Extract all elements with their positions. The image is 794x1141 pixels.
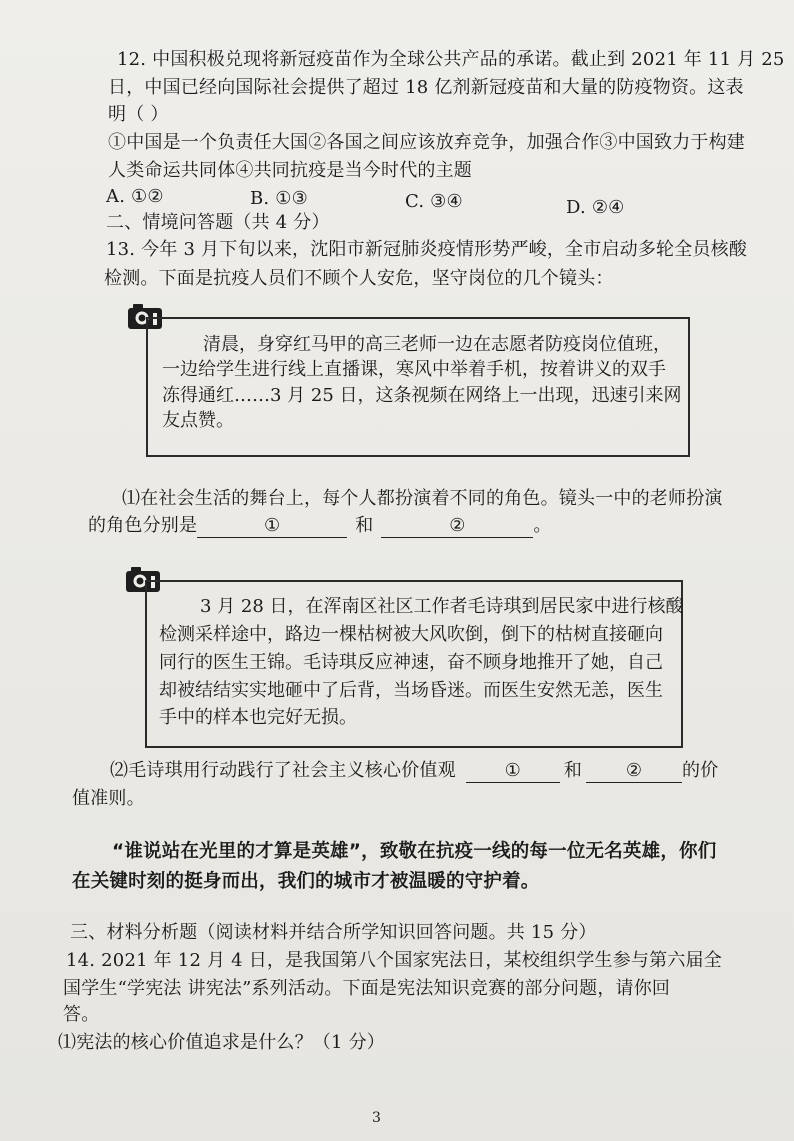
story-1-line-4: 友点赞。 xyxy=(162,410,234,431)
sub1-answer-blank-1[interactable]: ① xyxy=(197,515,347,538)
q12-line-5: 人类命运共同体④共同抗疫是当今时代的主题 xyxy=(108,160,472,181)
sub2-suffix: 的价 xyxy=(682,760,719,781)
tribute-quote-line-1: “谁说站在光里的才算是英雄”，致敬在抗疫一线的每一位无名英雄，你们 xyxy=(112,841,717,862)
section-3-heading: 三、材料分析题（阅读材料并结合所学知识回答问题。共 15 分） xyxy=(70,922,597,943)
story-2-line-5: 手中的样本也完好无损。 xyxy=(159,707,357,728)
story-2-line-1: 3 月 28 日，在浑南区社区工作者毛诗琪到居民家中进行核酸 xyxy=(200,596,684,617)
q12-line-1: 12. 中国积极兑现将新冠疫苗作为全球公共产品的承诺。截止到 2021 年 11 月 25 xyxy=(117,49,785,70)
sub2-answer-blank-1[interactable]: ① xyxy=(466,760,560,783)
sub1-answer-blank-2[interactable]: ② xyxy=(381,515,533,538)
story-1-line-3: 冻得通红……3 月 25 日，这条视频在网络上一出现，迅速引来网 xyxy=(162,385,682,406)
story-1-line-1: 清晨，身穿红马甲的高三老师一边在志愿者防疫岗位值班， xyxy=(203,334,671,355)
q14-line-3: 答。 xyxy=(63,1004,100,1025)
q13-line-1: 13. 今年 3 月下旬以来，沈阳市新冠肺炎疫情形势严峻，全市启动多轮全员核酸 xyxy=(106,239,748,260)
tribute-quote-line-2: 在关键时刻的挺身而出，我们的城市才被温暖的守护着。 xyxy=(72,871,540,892)
q12-option-b: B. ①③ xyxy=(250,188,308,209)
q14-line-2: 国学生“学宪法 讲宪法”系列活动。下面是宪法知识竞赛的部分问题，请你回 xyxy=(63,978,671,999)
q12-line-3: 明（ ） xyxy=(108,104,169,125)
q12-line-4: ①中国是一个负责任大国②各国之间应该放弃竞争，加强合作③中国致力于构建 xyxy=(108,132,745,153)
section-2-heading: 二、情境问答题（共 4 分） xyxy=(106,212,330,233)
q13-sub1-line-2 xyxy=(88,514,552,538)
story-2-line-3: 同行的医生王锦。毛诗琪反应神速，奋不顾身地推开了她，自己 xyxy=(159,652,663,673)
q14-sub1: ⑴宪法的核心价值追求是什么？（1 分） xyxy=(58,1032,385,1053)
sub2-prefix: ⑵毛诗琪用行动践行了社会主义核心价值观 xyxy=(110,760,456,781)
q12-option-c: C. ③④ xyxy=(405,191,463,212)
story-2-line-2: 检测采样途中，路边一棵枯树被大风吹倒，倒下的枯树直接砸向 xyxy=(159,624,663,645)
sub2-answer-blank-2[interactable]: ② xyxy=(586,760,682,783)
story-2-line-4: 却被结结实实地砸中了后背，当场昏迷。而医生安然无恙，医生 xyxy=(159,680,663,701)
q14-line-1: 14. 2021 年 12 月 4 日，是我国第八个国家宪法日，某校组织学生参与第六届全 xyxy=(66,950,722,971)
q13-line-2: 检测。下面是抗疫人员们不顾个人安危，坚守岗位的几个镜头： xyxy=(104,268,614,289)
q12-option-a: A. ①② xyxy=(106,186,164,207)
story-1-line-2: 一边给学生进行线上直播课，寒风中举着手机，按着讲义的双手 xyxy=(162,359,666,380)
q13-sub2-line-2: 值准则。 xyxy=(72,788,145,809)
q13-sub2-line-1 xyxy=(110,759,718,783)
page-number: 3 xyxy=(372,1110,381,1126)
sub1-prefix: 的角色分别是 xyxy=(88,515,198,536)
q13-sub1-line-1: ⑴在社会生活的舞台上，每个人都扮演着不同的角色。镜头一中的老师扮演 xyxy=(122,488,723,509)
q12-option-d: D. ②④ xyxy=(566,197,625,218)
sub1-and: 和 xyxy=(355,515,374,536)
sub1-end: 。 xyxy=(533,515,552,536)
q12-line-2: 日，中国已经向国际社会提供了超过 18 亿剂新冠疫苗和大量的防疫物资。这表 xyxy=(108,77,744,98)
sub2-and: 和 xyxy=(563,760,583,781)
